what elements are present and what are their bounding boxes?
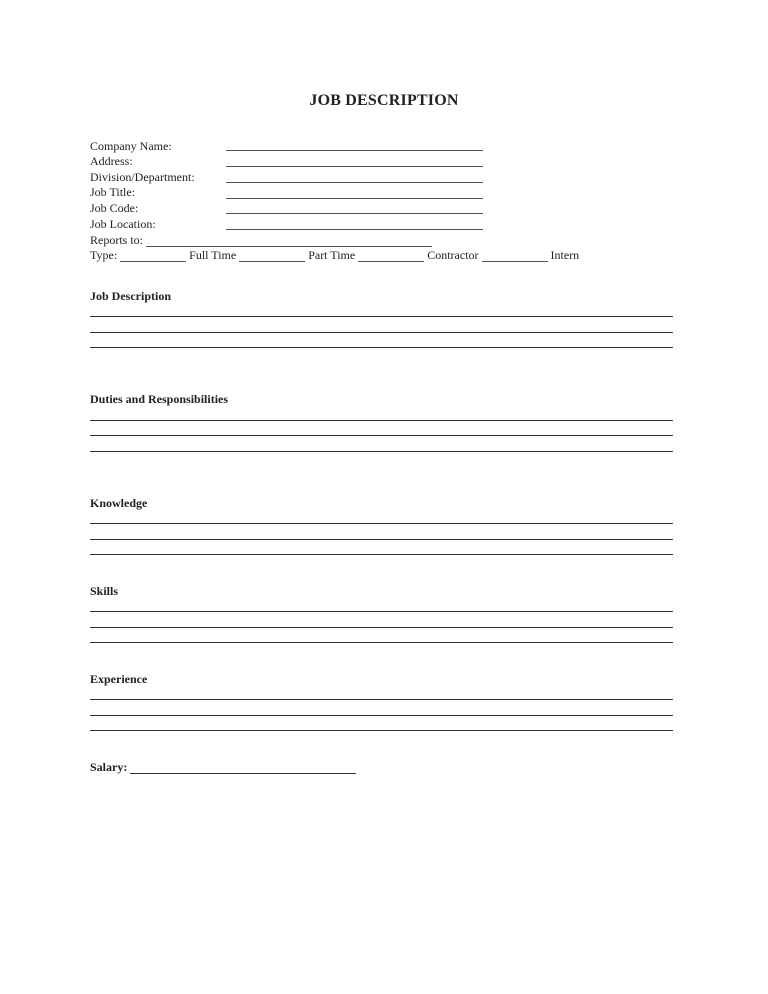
experience-line[interactable] xyxy=(90,699,673,700)
reports-to-field[interactable] xyxy=(146,235,432,247)
reports-to-row xyxy=(90,233,435,247)
type-label: Type: xyxy=(90,248,118,262)
part-time-blank[interactable] xyxy=(239,250,305,262)
intern-label: Intern xyxy=(550,248,580,262)
skills-line[interactable] xyxy=(90,627,673,628)
skills-heading: Skills xyxy=(90,584,119,598)
knowledge-line[interactable] xyxy=(90,554,673,555)
address-label: Address: xyxy=(90,154,133,168)
experience-line[interactable] xyxy=(90,730,673,731)
salary-row xyxy=(90,760,356,774)
full-time-label: Full Time xyxy=(189,248,237,262)
knowledge-heading: Knowledge xyxy=(90,496,148,510)
reports-to-label: Reports to: xyxy=(90,233,143,247)
experience-heading: Experience xyxy=(90,672,148,686)
job-title-label: Job Title: xyxy=(90,185,136,199)
intern-blank[interactable] xyxy=(482,250,548,262)
part-time-label: Part Time xyxy=(308,248,356,262)
knowledge-line[interactable] xyxy=(90,523,673,524)
duties-heading: Duties and Responsibilities xyxy=(90,392,229,406)
job-location-label: Job Location: xyxy=(90,217,156,231)
duties-line[interactable] xyxy=(90,451,673,452)
job-location-field[interactable] xyxy=(226,229,483,230)
page-title: JOB DESCRIPTION xyxy=(309,92,459,109)
job-description-heading: Job Description xyxy=(90,289,171,303)
job-description-line[interactable] xyxy=(90,347,673,348)
job-title-field[interactable] xyxy=(226,198,483,199)
division-field[interactable] xyxy=(226,182,483,183)
company-name-field[interactable] xyxy=(226,150,483,151)
skills-line[interactable] xyxy=(90,642,673,643)
contractor-label: Contractor xyxy=(427,248,479,262)
job-code-field[interactable] xyxy=(226,213,483,214)
job-code-label: Job Code: xyxy=(90,201,139,215)
experience-line[interactable] xyxy=(90,715,673,716)
duties-line[interactable] xyxy=(90,435,673,436)
salary-label: Salary: xyxy=(90,760,128,774)
contractor-blank[interactable] xyxy=(358,250,424,262)
division-label: Division/Department: xyxy=(90,170,195,184)
skills-line[interactable] xyxy=(90,611,673,612)
salary-field[interactable] xyxy=(130,762,356,774)
job-description-line[interactable] xyxy=(90,332,673,333)
full-time-blank[interactable] xyxy=(120,250,186,262)
address-field[interactable] xyxy=(226,166,483,167)
duties-line[interactable] xyxy=(90,420,673,421)
type-row xyxy=(90,248,579,262)
knowledge-line[interactable] xyxy=(90,539,673,540)
job-description-line[interactable] xyxy=(90,316,673,317)
company-name-label: Company Name: xyxy=(90,139,172,153)
